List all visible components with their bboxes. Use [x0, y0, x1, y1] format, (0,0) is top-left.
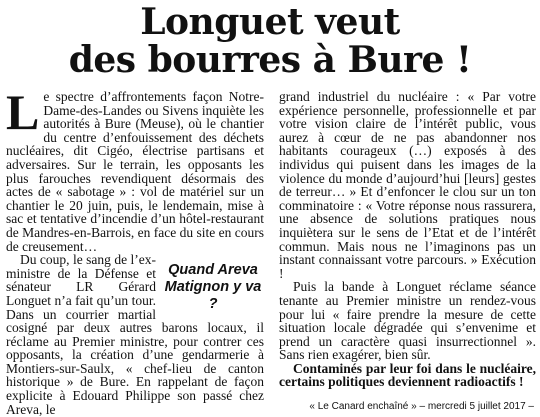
right-paragraph-conclusion: Contaminés par leur foi dans le nucléaire, certains politiques deviennent radioactifs ! [279, 360, 536, 390]
inset-line-1: Quand Areva [168, 262, 258, 279]
left-paragraph-1-text: e spectre d’affrontements façon Notre-Dame-des-Landes ou Sivens inquiète les autorités à Bure (Meuse), où le chantier du centre d’enfouissement des déchets nucléaires, dit Cigéo, électrise partisans et adversaires. Sur le terrain, les opposants les plus farouches revendiquent désormais des actes de « sabotage » : vol de matériel sur un chantier le 20 juin, puis, le lendemain, mise à sac et tentative d’incendie d’un hôtel-restaurant de Mandres-en-Barrois, en face du site en cours de creusement… [6, 89, 264, 254]
dropcap: L [6, 84, 40, 140]
left-paragraph-2: Du coup, le sang de l’ex-ministre de la Défense et sénateur LR Gérard Longuet n’a fait qu’un tour. Dans un courrier martial cosigné par deux autres barons locaux, il réclame au Premier ministre, pour contrer ces opposants, la création d’une gendarmerie à Montiers-sur-Saulx, « chef-lieu de canton historique » de Bure. En rappelant de façon explicite à Edouard Philippe son passé chez Areva, le [6, 252, 264, 417]
left-paragraph-1 [6, 84, 264, 254]
headline-line-2: des bourres à Bure ! [68, 39, 472, 81]
headline [0, 3, 540, 79]
inset-question [162, 259, 264, 316]
inset-line-2: Matignon y va ? [164, 279, 262, 313]
left-column [6, 84, 264, 417]
headline-line-1: Longuet veut [140, 1, 400, 43]
source-credit: « Le Canard enchaîné » – mercredi 5 juillet 2017 – [309, 401, 534, 412]
right-paragraph-1: grand industriel du nucléaire : « Par votre expérience personnelle, professionnelle et par votre vision claire de l’intérêt public, vous aurez à cœur de ne pas abandonner nos habitants courageux (…) exposés à des individus qui puisent dans les images de la violence du monde d’aujourd’hui [leurs] gestes de terreur… » Et d’enfoncer le clou sur un ton comminatoire : « Votre réponse nous rassurera, une absence de solutions pratiques nous inquiètera sur le sens de l’Etat et de l’intérêt commun. Mais nous ne l’imaginons pas un instant connaissant votre parcours. » Exécution ! [279, 89, 536, 281]
right-paragraph-2: Puis la bande à Longuet réclame séance tenante au Premier ministre un rendez-vous pour lui « faire prendre la mesure de cette situation locale dégradée qui s’envenime et prend un caractère quasi insurrectionnel ». Sans rien exagérer, bien sûr. [279, 279, 536, 363]
right-column [279, 90, 536, 389]
